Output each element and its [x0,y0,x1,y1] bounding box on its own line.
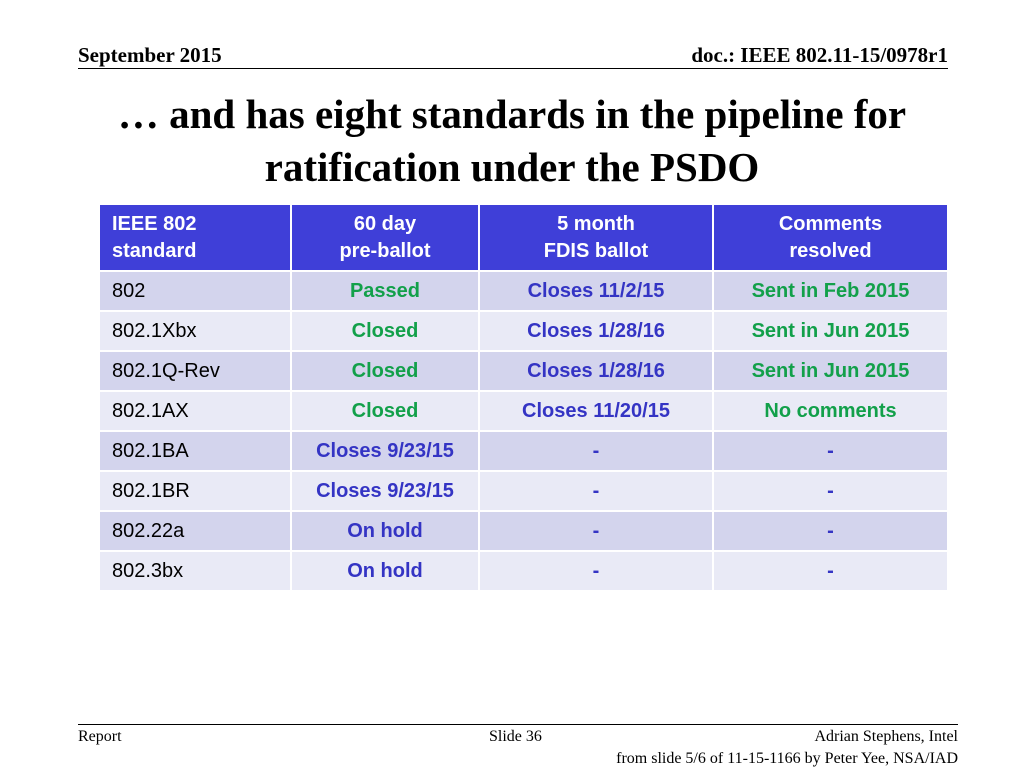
table-header-row [100,205,947,271]
table-cell: On hold [291,511,479,551]
table-cell: Closed [291,351,479,391]
title-line-2: ratification under the PSDO [264,144,760,190]
table-cell: Sent in Jun 2015 [713,311,947,351]
table-cell: - [713,511,947,551]
table-row [100,511,947,551]
table-cell: Closes 11/20/15 [479,391,713,431]
footer-slide-number: Slide 36 [489,728,542,745]
header-doc-id: doc.: IEEE 802.11-15/0978r1 [691,43,948,67]
table-cell: 802.1AX [100,391,291,431]
table-cell: On hold [291,551,479,591]
table-cell: - [479,431,713,471]
table-row [100,431,947,471]
table-cell: - [713,551,947,591]
table-cell: Closes 11/2/15 [479,271,713,311]
table-cell: 802.1BA [100,431,291,471]
table-row [100,311,947,351]
table-cell: 802.1Xbx [100,311,291,351]
table-cell: Passed [291,271,479,311]
table-cell: Closed [291,391,479,431]
table-cell: Sent in Jun 2015 [713,351,947,391]
footer-report: Report [78,728,122,745]
standards-table [100,205,947,592]
footer-author: Adrian Stephens, Intel [814,728,958,745]
table-cell: 802.1BR [100,471,291,511]
table-cell: 802.3bx [100,551,291,591]
table-cell: - [479,551,713,591]
table-cell: No comments [713,391,947,431]
table-cell: 802.22a [100,511,291,551]
table-cell: Closes 1/28/16 [479,351,713,391]
table-row [100,551,947,591]
title-line-1: … and has eight standards in the pipeline for [117,91,907,137]
slide-title [60,88,964,194]
table-cell: Closes 9/23/15 [291,431,479,471]
table-row [100,391,947,431]
table-cell: - [713,471,947,511]
table-cell: Closes 1/28/16 [479,311,713,351]
table-cell: Closed [291,311,479,351]
footer-source: from slide 5/6 of 11-15-1166 by Peter Yee, NSA/IAD [616,750,958,767]
table-cell: 802.1Q-Rev [100,351,291,391]
table-cell: - [713,431,947,471]
header-date: September 2015 [78,43,222,67]
table-cell: Sent in Feb 2015 [713,271,947,311]
col-header-fdis-ballot: 5 month FDIS ballot [479,205,713,271]
footer-divider [78,724,958,725]
table-cell: - [479,511,713,551]
col-header-comments: Comments resolved [713,205,947,271]
header-divider [78,68,948,69]
table-cell: Closes 9/23/15 [291,471,479,511]
table-cell: - [479,471,713,511]
table-cell: 802 [100,271,291,311]
table-row [100,471,947,511]
table-row [100,351,947,391]
col-header-standard: IEEE 802 standard [100,205,291,271]
table-row [100,271,947,311]
col-header-pre-ballot: 60 day pre-ballot [291,205,479,271]
